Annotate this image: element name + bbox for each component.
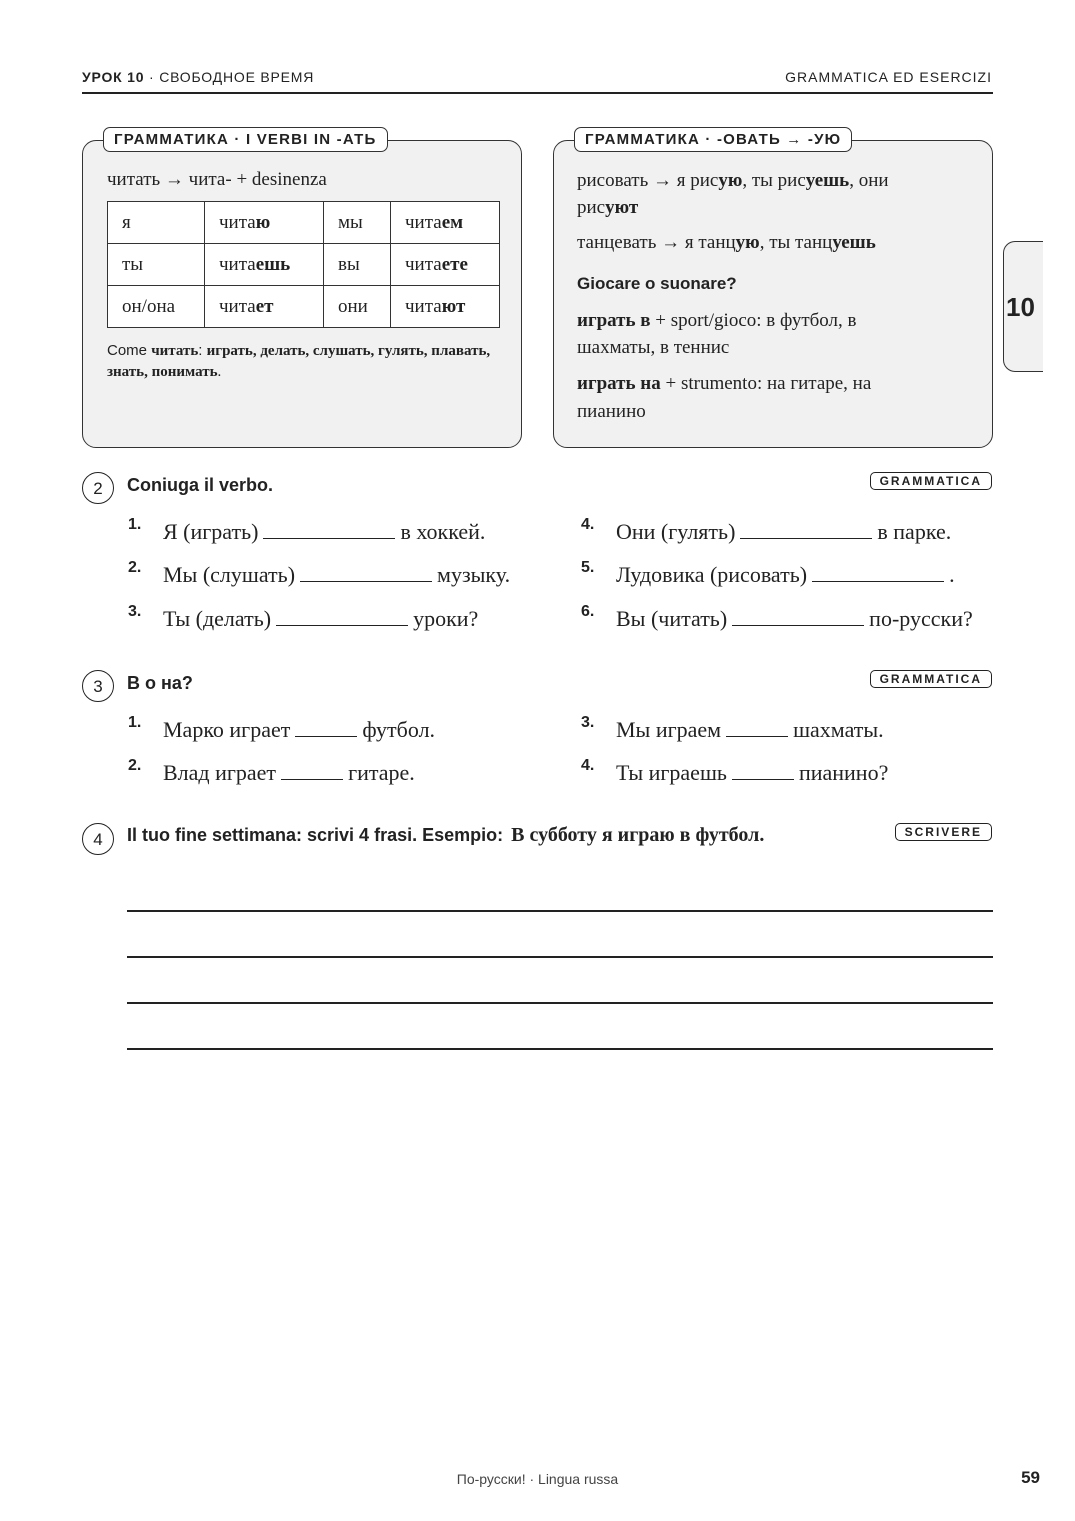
table-row: [108, 244, 500, 286]
exercise-item: 6. Вы (читать) по-русски?: [581, 603, 973, 631]
answer-blank[interactable]: [732, 603, 864, 626]
form-cell: читаю: [205, 202, 324, 244]
exercise-item: 1. Марко играет футбол.: [128, 714, 436, 742]
answer-blank[interactable]: [740, 516, 872, 539]
grammar-box-verbs-ovat: [553, 131, 993, 448]
pronoun-cell: он/она: [108, 286, 205, 328]
table-row: [108, 202, 500, 244]
form-cell: читаем: [391, 202, 500, 244]
pronoun-cell: ты: [108, 244, 205, 286]
exercise-badge: GRAMMATICA: [870, 472, 992, 490]
exercise-item: 2. Мы (слушать) музыку.: [128, 559, 511, 587]
rule-risovat: рисовать → я рисую, ты рисуешь, они: [577, 170, 889, 191]
rule-tancevat: танцевать → я танцую, ты танцуешь: [577, 232, 876, 253]
pronoun-cell: мы: [324, 202, 391, 244]
form-cell: читают: [391, 286, 500, 328]
similar-verbs-note: Come читать: играть, делать, слушать, гулять, плавать, знать, понимать.: [107, 342, 491, 380]
example-sentence: В субботу я играю в футбол.: [511, 824, 765, 846]
form-cell: читает: [205, 286, 324, 328]
exercise-number: 2: [82, 472, 114, 504]
pronoun-cell: я: [108, 202, 205, 244]
exercise-title: Il tuo fine settimana: scrivi 4 frasi. Esempio: В субботу я играю в футбол.: [127, 824, 765, 846]
answer-blank[interactable]: [263, 516, 395, 539]
answer-blank[interactable]: [300, 559, 432, 582]
play-instrument-rule-cont: пианино: [577, 401, 646, 422]
exercise-number: 4: [82, 823, 114, 855]
answer-blank[interactable]: [726, 714, 788, 737]
exercise-badge: SCRIVERE: [895, 823, 992, 841]
chapter-tab: [1003, 241, 1043, 372]
answer-blank[interactable]: [812, 559, 944, 582]
play-instrument-rule: играть на + strumento: на гитаре, на: [577, 373, 872, 394]
exercise-item: 4. Они (гулять) в парке.: [581, 516, 952, 544]
writing-line[interactable]: [127, 910, 993, 912]
footer-title: По-русски! · Lingua russa: [456, 1471, 619, 1487]
header-rule: [82, 92, 993, 94]
writing-line[interactable]: [127, 956, 993, 958]
answer-blank[interactable]: [276, 603, 408, 626]
table-row: [108, 286, 500, 328]
lesson-title: · СВОБОДНОЕ ВРЕМЯ: [144, 69, 315, 85]
answer-blank[interactable]: [295, 714, 357, 737]
grammar-box-tag: ГРАММАТИКА · -ОВАТЬ → -УЮ: [574, 127, 852, 152]
exercise-item: 3. Мы играем шахматы.: [581, 714, 884, 742]
grammar-box-verbs-at: [82, 131, 522, 448]
writing-line[interactable]: [127, 1002, 993, 1004]
lesson-header: [82, 69, 314, 85]
grammar-box-tag: ГРАММАТИКА · I VERBI IN -АТЬ: [103, 127, 388, 152]
exercise-item: 5. Лудовика (рисовать) .: [581, 559, 955, 587]
form-cell: читаете: [391, 244, 500, 286]
page-number: 59: [1021, 1468, 1040, 1487]
writing-line[interactable]: [127, 1048, 993, 1050]
pronoun-cell: вы: [324, 244, 391, 286]
exercise-item: 3. Ты (делать) уроки?: [128, 603, 479, 631]
play-question: Giocare o suonare?: [577, 274, 737, 293]
chapter-tab-number: 10: [1006, 292, 1035, 322]
rule-risovat-cont: рисуют: [577, 197, 639, 218]
play-sport-rule-cont: шахматы, в теннис: [577, 337, 730, 358]
exercise-number: 3: [82, 670, 114, 702]
pronoun-cell: они: [324, 286, 391, 328]
exercise-title: Coniuga il verbo.: [127, 475, 274, 495]
exercise-badge: GRAMMATICA: [870, 670, 992, 688]
answer-blank[interactable]: [732, 757, 794, 780]
conjugation-rule: читать → чита- + desinenza: [107, 169, 327, 190]
exercise-item: 4. Ты играешь пианино?: [581, 757, 889, 785]
section-header: GRAMMATICA ED ESERCIZI: [785, 69, 992, 85]
conjugation-table: [107, 201, 500, 328]
lesson-number: УРОК 10: [82, 69, 145, 85]
exercise-item: 1. Я (играть) в хоккей.: [128, 516, 486, 544]
answer-blank[interactable]: [281, 757, 343, 780]
play-sport-rule: играть в + sport/gioco: в футбол, в: [577, 310, 857, 331]
exercise-title: В о на?: [127, 673, 193, 693]
exercise-item: 2. Влад играет гитаре.: [128, 757, 415, 785]
form-cell: читаешь: [205, 244, 324, 286]
